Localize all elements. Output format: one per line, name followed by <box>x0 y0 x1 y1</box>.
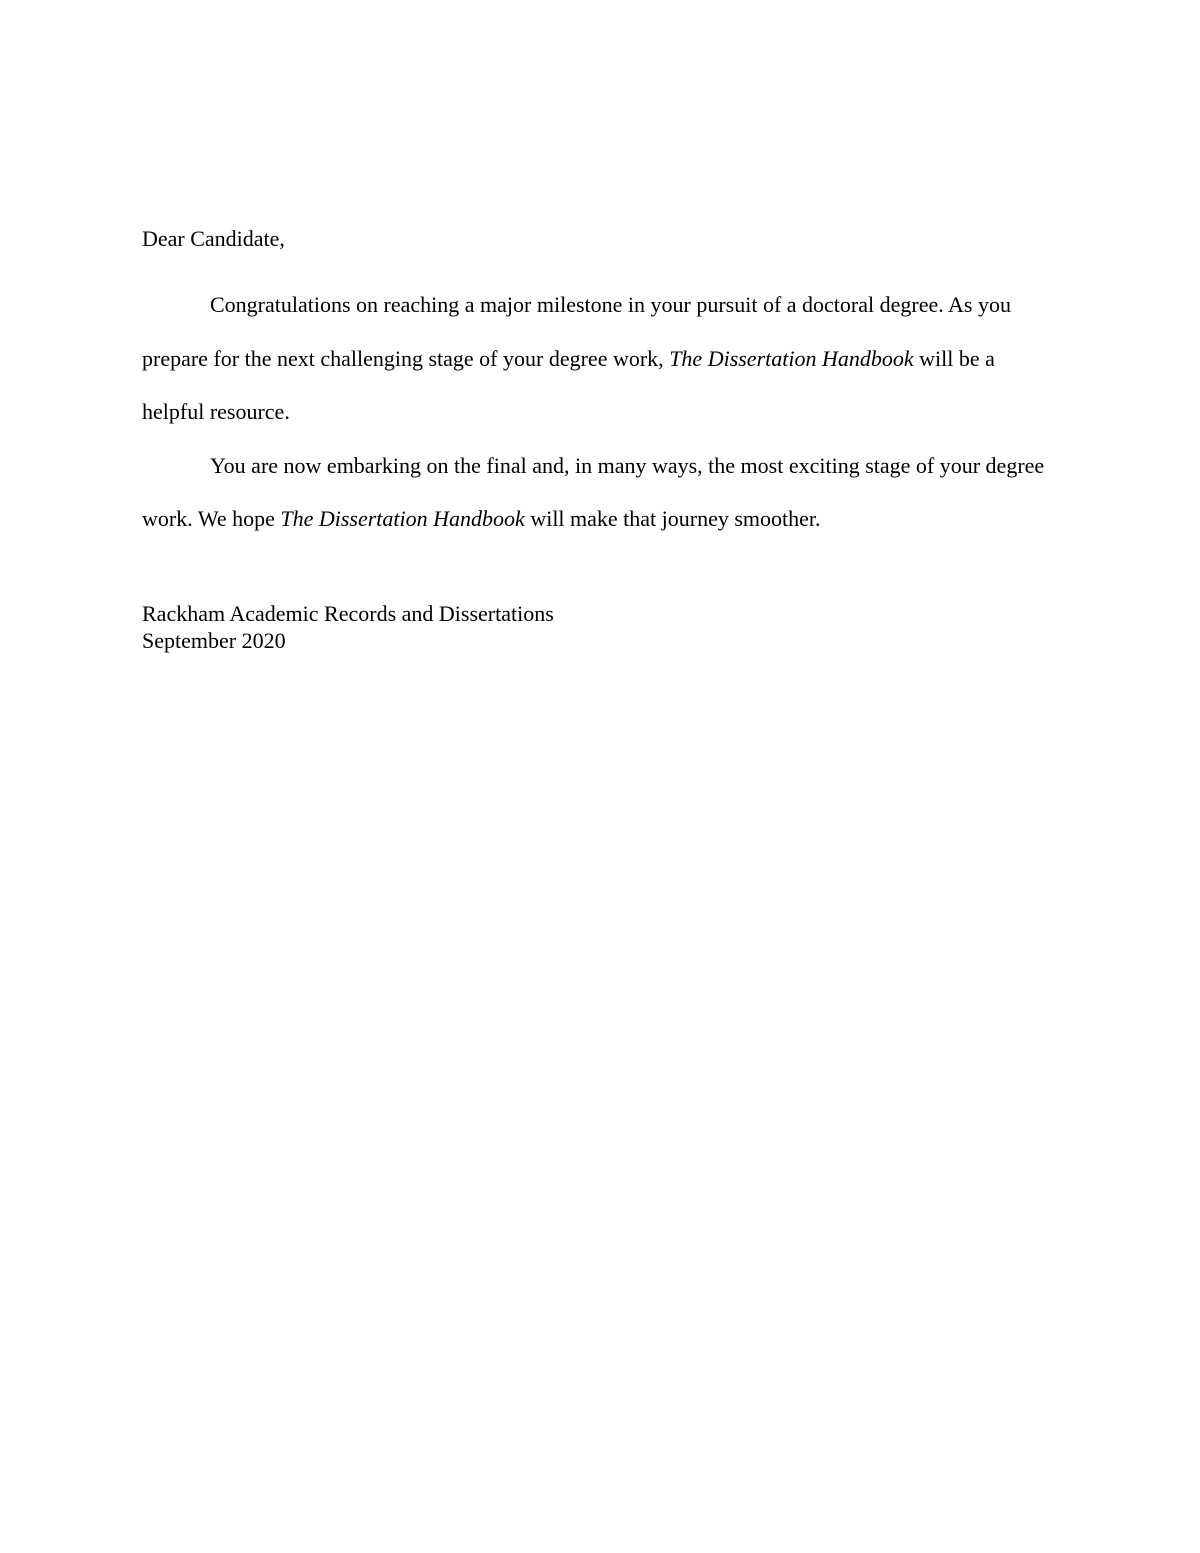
paragraph-final-stage <box>142 439 1052 546</box>
handbook-title: The Dissertation Handbook <box>669 345 914 371</box>
paragraph-final-stage-text-after-title: will make that journey smoother. <box>524 506 821 531</box>
letter <box>142 225 1052 654</box>
salutation: Dear Candidate, <box>142 226 285 251</box>
paragraph-congratulations-text-before-title: Congratulations on reaching a major milestone in your pursuit of a doctoral degree. As you prepare for the next challenging stage of your degree work, <box>142 292 1011 371</box>
paragraph-congratulations-text-after-title: will be a helpful resource. <box>142 345 995 424</box>
signature-date: September 2020 <box>142 627 286 653</box>
signature-block <box>142 600 1052 654</box>
signature-organization: Rackham Academic Records and Dissertations <box>142 600 554 626</box>
handbook-title: The Dissertation Handbook <box>280 506 525 531</box>
paragraph-congratulations <box>142 278 1052 439</box>
paragraph-final-stage-text-before-title: You are now embarking on the final and, in many ways, the most exciting stage of your degree work. We hope <box>142 452 1045 531</box>
